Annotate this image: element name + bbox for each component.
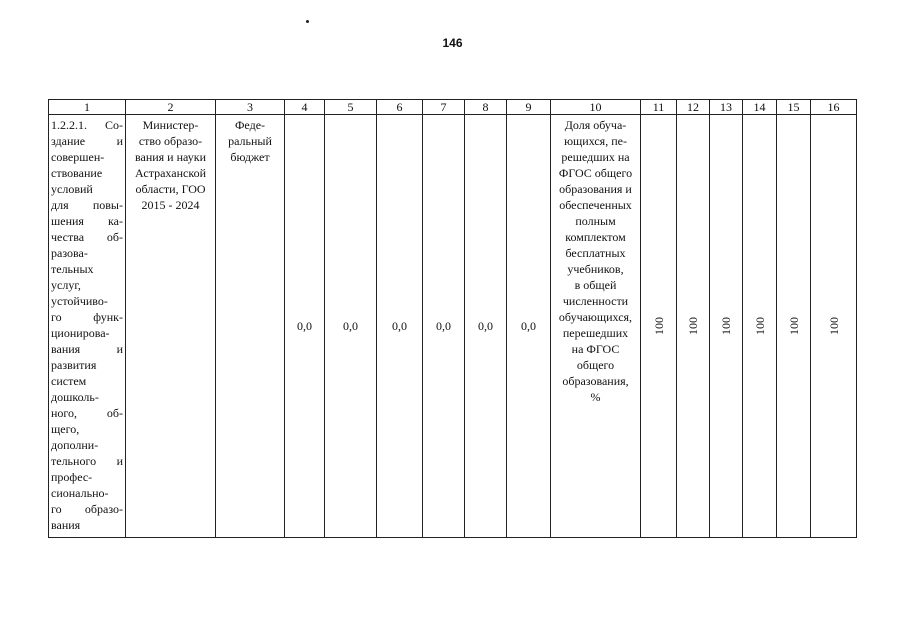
indicator-line: учебников, <box>567 262 624 276</box>
target-cell-12 <box>677 115 710 538</box>
activity-cell <box>49 115 126 538</box>
target-value: 100 <box>752 317 767 335</box>
page-number: 146 <box>442 36 463 50</box>
value-cell-5: 0,0 <box>325 115 377 538</box>
activity-line: развития <box>51 358 97 372</box>
executor-line: Министер- <box>142 118 199 132</box>
target-cell-16 <box>811 115 857 538</box>
indicator-line: комплектом <box>565 230 626 244</box>
target-value: 100 <box>826 317 841 335</box>
target-cell-15 <box>777 115 811 538</box>
executor-line: 2015 - 2024 <box>141 198 200 212</box>
activity-line: устойчиво- <box>51 294 108 308</box>
col-header-12: 12 <box>677 100 710 115</box>
col-header-14: 14 <box>743 100 777 115</box>
indicator-line: ющихся, пе- <box>564 134 627 148</box>
activity-line: профес- <box>51 470 93 484</box>
indicator-line: перешедших <box>562 326 629 340</box>
target-cell-11 <box>641 115 677 538</box>
funding-line: Феде- <box>234 118 266 132</box>
indicator-line: решедших на <box>561 150 630 164</box>
activity-line: тельных <box>51 262 94 276</box>
indicator-line: в общей <box>574 278 617 292</box>
activity-line: для повы- <box>51 198 123 212</box>
activity-line: щего, <box>51 422 80 436</box>
col-header-8: 8 <box>465 100 507 115</box>
activity-line: совершен- <box>51 150 105 164</box>
indicator-line: образования и <box>559 182 632 196</box>
indicator-line: % <box>590 390 601 404</box>
indicator-line: на ФГОС <box>571 342 620 356</box>
col-header-4: 4 <box>285 100 325 115</box>
col-header-2: 2 <box>126 100 216 115</box>
value-cell-7: 0,0 <box>423 115 465 538</box>
activity-line: дошколь- <box>51 390 99 404</box>
activity-line: вания <box>51 518 81 532</box>
executor-line: области, ГОО <box>135 182 206 196</box>
executor-line: вания и науки <box>134 150 206 164</box>
col-header-15: 15 <box>777 100 811 115</box>
stray-dot <box>306 20 309 23</box>
activity-line: вания и <box>51 342 123 356</box>
activity-line: ного, об- <box>51 406 123 420</box>
activity-line: здание и <box>51 134 123 148</box>
funding-source-cell <box>216 115 285 538</box>
activity-line: сионально- <box>51 486 109 500</box>
col-header-5: 5 <box>325 100 377 115</box>
col-header-3: 3 <box>216 100 285 115</box>
activity-line: дополни- <box>51 438 99 452</box>
value-cell-8: 0,0 <box>465 115 507 538</box>
activity-line: ствование <box>51 166 103 180</box>
activity-line: шения ка- <box>51 214 123 228</box>
target-value: 100 <box>719 317 733 335</box>
indicator-line: полным <box>575 214 616 228</box>
activity-line: ционирова- <box>51 326 110 340</box>
table-row <box>49 115 857 538</box>
col-header-11: 11 <box>641 100 677 115</box>
indicator-cell <box>551 115 641 538</box>
funding-line: бюджет <box>230 150 270 164</box>
target-cell-14 <box>743 115 777 538</box>
indicator-line: бесплатных <box>565 246 626 260</box>
target-value: 100 <box>786 317 801 335</box>
value-cell-9: 0,0 <box>507 115 551 538</box>
activity-line: чества об- <box>51 230 123 244</box>
activity-line: систем <box>51 374 87 388</box>
col-header-16: 16 <box>811 100 857 115</box>
col-header-7: 7 <box>423 100 465 115</box>
indicator-line: обеспеченных <box>559 198 632 212</box>
executor-line: Астраханской <box>135 166 206 180</box>
col-header-13: 13 <box>710 100 743 115</box>
executor-line: ство образо- <box>138 134 203 148</box>
header-row <box>49 100 857 115</box>
executor-cell <box>126 115 216 538</box>
activity-line: условий <box>51 182 93 196</box>
target-cell-13 <box>710 115 743 538</box>
activity-line: тельного и <box>51 454 123 468</box>
indicator-line: численности <box>562 294 629 308</box>
indicator-line: ФГОС общего <box>558 166 633 180</box>
indicator-line: Доля обуча- <box>564 118 627 132</box>
indicator-line: образования, <box>562 374 629 388</box>
activity-line: услуг, <box>51 278 81 292</box>
target-value: 100 <box>686 317 700 335</box>
col-header-6: 6 <box>377 100 423 115</box>
indicator-line: общего <box>576 358 615 372</box>
funding-line: ральный <box>228 134 272 148</box>
indicator-line: обучающихся, <box>558 310 633 324</box>
value-cell-4: 0,0 <box>285 115 325 538</box>
program-table <box>48 99 857 538</box>
target-value: 100 <box>651 317 666 335</box>
col-header-1: 1 <box>49 100 126 115</box>
activity-line: 1.2.2.1. Со- <box>51 118 123 132</box>
col-header-9: 9 <box>507 100 551 115</box>
activity-line: разова- <box>51 246 88 260</box>
value-cell-6: 0,0 <box>377 115 423 538</box>
activity-line: го образо- <box>51 502 123 516</box>
activity-line: го функ- <box>51 310 123 324</box>
col-header-10: 10 <box>551 100 641 115</box>
